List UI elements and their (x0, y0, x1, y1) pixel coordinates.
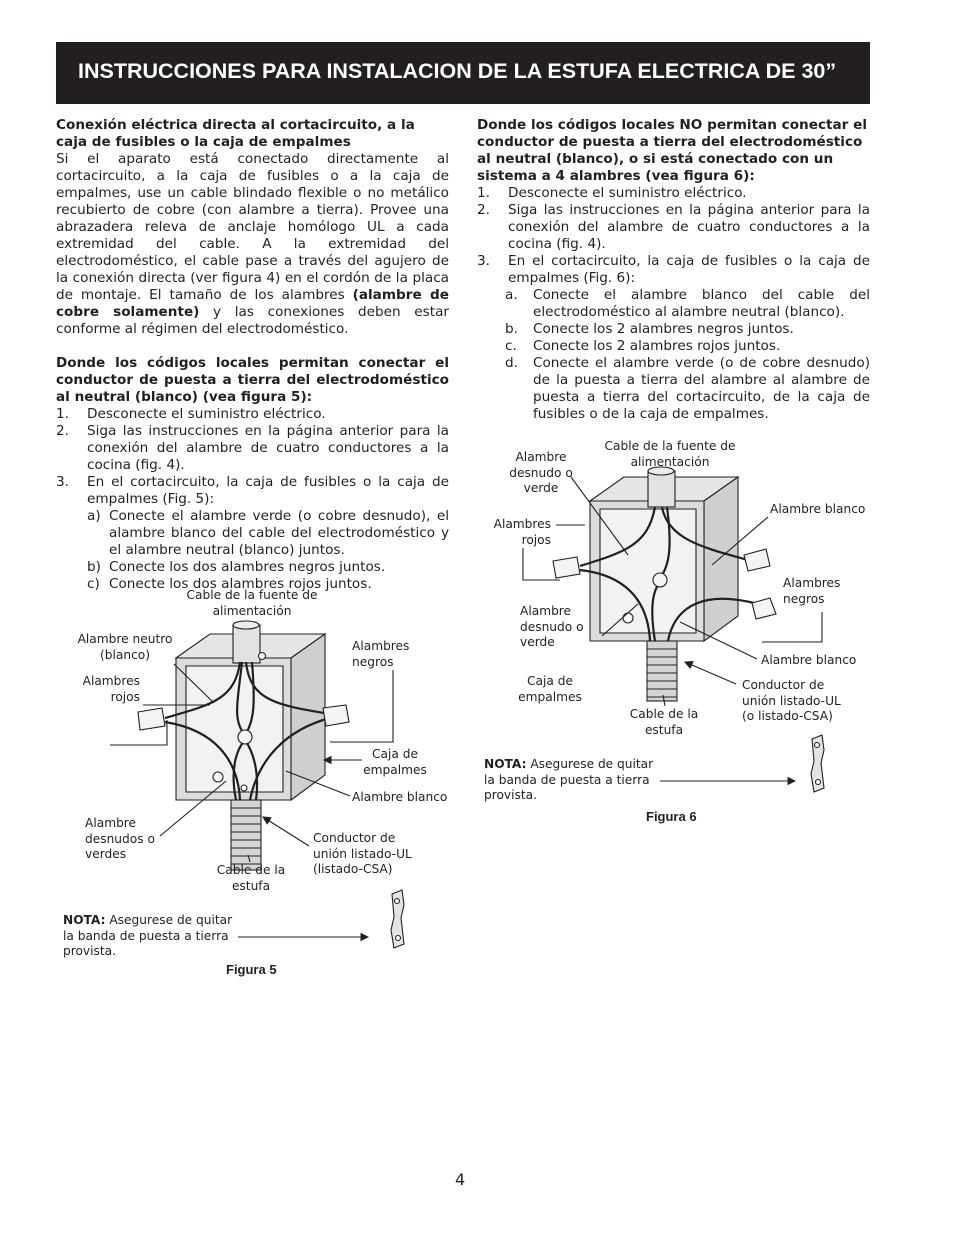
list-item: b. Conecte los 2 alambres negros juntos. (505, 321, 794, 337)
stove-cable-icon (647, 641, 677, 701)
fig5-neutral-wire-label: Alambre neutro (blanco) (77, 632, 173, 662)
list-item: a. Conecte el alambre blanco del cable del electrodoméstico al alambre neutral (blanco). (505, 287, 870, 320)
list-item: c. Conecte los 2 alambres rojos juntos. (505, 338, 781, 354)
left-heading-2: Donde los códigos locales permitan conectar el conductor de puesta a tierra del electrodoméstico al neutral (blanco) (vea figura 5): (56, 355, 449, 405)
bonding-strap-icon (391, 890, 404, 948)
list-item: 3. En el cortacircuito, la caja de fusibles o la caja de empalmes (Fig. 6): (477, 253, 870, 286)
fig5-bonding-conductor-label: Conductor de unión listado-UL (listado-CSA) (313, 831, 412, 876)
fig5-red-wires-label: Alambres rojos (82, 674, 140, 704)
fig5-note: NOTA: Asegurese de quitar la banda de puesta a tierra provista. (63, 913, 233, 958)
fig6-bonding-conductor-label: Conductor de unión listado-UL (o listado-CSA) (742, 678, 841, 723)
fig6-red-wires-label: Alambres rojos (493, 517, 551, 547)
list-item: d. Conecte el alambre verde (o de cobre desnudo) de la puesta a tierra del alambre al alambre de puesta a tierra del cortacircuito, de la caja de fusibles o de la caja de empalmes. (505, 355, 870, 422)
page-title: INSTRUCCIONES PARA INSTALACION DE LA ESTUFA ELECTRICA DE 30” (78, 59, 837, 83)
fig6-white-wire-bottom-label: Alambre blanco (761, 653, 857, 667)
figure-6-caption: Figura 6 (646, 809, 697, 824)
fig6-bare-wire-top-label: Alambre desnudo o verde (509, 450, 573, 495)
bonding-strap-icon (811, 735, 824, 792)
fig6-junction-box-label: Caja de empalmes (518, 674, 582, 704)
fig6-stove-cable-label: Cable de la estufa (629, 707, 699, 737)
left-heading-1: Conexión eléctrica directa al cortacircuito, a la caja de fusibles o la caja de empalmes (56, 117, 415, 150)
fig5-junction-box-label: Caja de empalmes (363, 747, 427, 777)
list-item: b) Conecte los dos alambres negros juntos. (87, 559, 386, 575)
list-item: 3. En el cortacircuito, la caja de fusibles o la caja de empalmes (Fig. 5): (56, 474, 449, 507)
list-item: c) Conecte los dos alambres rojos juntos. (87, 576, 372, 592)
fig6-supply-cable-label: Cable de la fuente de alimentación (604, 439, 736, 469)
fig6-bare-wire-bottom-label: Alambre desnudo o verde (520, 604, 584, 649)
fig6-black-wires-label: Alambres negros (783, 576, 841, 606)
list-item: 1. Desconecte el suministro eléctrico. (56, 406, 326, 422)
fig5-bare-wires-label: Alambre desnudos o verdes (85, 816, 155, 861)
fig6-note: NOTA: Asegurese de quitar la banda de puesta a tierra provista. (484, 757, 654, 802)
supply-cable-icon (648, 467, 675, 507)
fig5-black-wires-label: Alambres negros (352, 639, 410, 669)
list-item: 2. Siga las instrucciones en la página anterior para la conexión del alambre de cuatro conductores a la cocina (fig. 4). (56, 423, 449, 473)
list-item: 1. Desconecte el suministro eléctrico. (477, 185, 747, 201)
right-heading: Donde los códigos locales NO permitan conectar el conductor de puesta a tierra del electrodoméstico al neutral (blanco), o si está conectado con un sistema a 4 alambres (vea figura 6): (477, 117, 867, 184)
fig5-supply-cable-label: Cable de la fuente de alimentación (186, 588, 318, 618)
figure-5-caption: Figura 5 (226, 962, 277, 977)
list-item: 2. Siga las instrucciones en la página anterior para la conexión del alambre de cuatro conductores a la cocina (fig. 4). (477, 202, 870, 252)
left-paragraph-1: Si el aparato está conectado directamente al cortacircuito, a la caja de fusibles o a la caja de empalmes, use un cable blindado flexible o no metálico recubierto de cobre (con alambre a tierra). Provee una abrazadera releva de anclaje homólogo UL a cada extremidad del cable. A la extremidad del electrodoméstico, el cable pase a través del agujero de la conexión directa (ver figura 4) en el cordón de la placa de montaje. El tamaño de los alambres (alambre de cobre solamente) y las conexiones deben estar conforme al régimen del electrodoméstico. (56, 151, 449, 337)
fig5-stove-cable-label: Cable de la estufa (216, 863, 286, 893)
list-item: a) Conecte el alambre verde (o cobre desnudo), el alambre blanco del cable del electrodoméstico y el alambre neutral (blanco) juntos. (87, 508, 449, 558)
page-number: 4 (455, 1170, 466, 1189)
fig6-white-wire-top-label: Alambre blanco (770, 502, 866, 516)
figure-5-drawing (110, 621, 404, 948)
fig5-white-wire-label: Alambre blanco (352, 790, 448, 804)
